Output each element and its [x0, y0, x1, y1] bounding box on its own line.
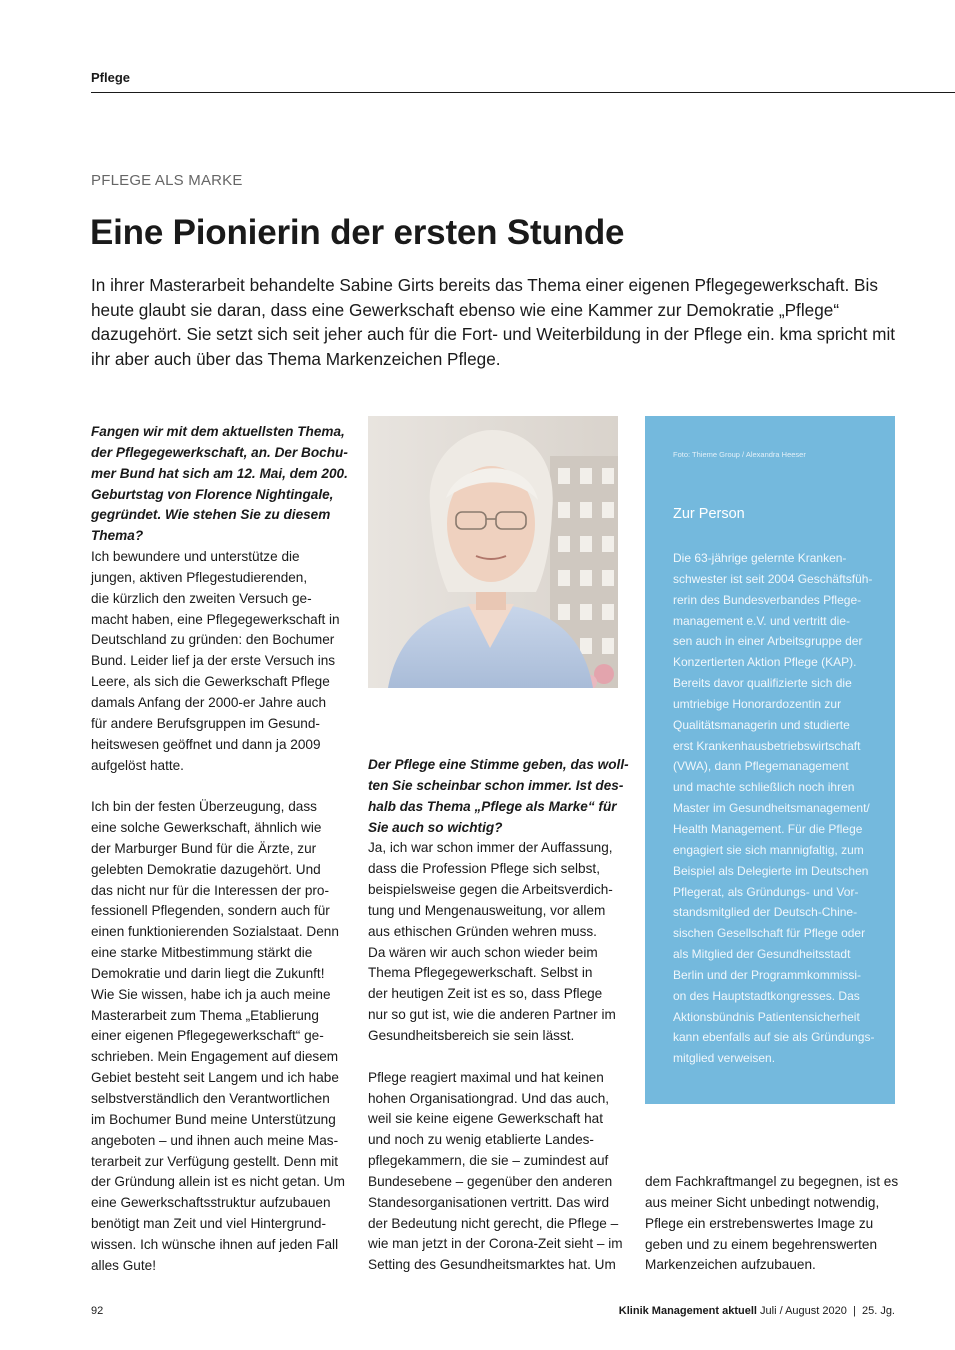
- answer-line: dass die Profession Pflege sich selbst,: [368, 861, 600, 877]
- infobox-line: schwester ist seit 2004 Geschäftsfüh-: [673, 571, 873, 586]
- infobox-line: umtriebige Honorardozentin zur: [673, 696, 842, 711]
- answer-line: benötigt man Zeit und viel Hintergrund-: [91, 1216, 326, 1232]
- infobox-heading: Zur Person: [673, 506, 745, 522]
- answer-line: dem Fachkraftmangel zu begegnen, ist es: [645, 1174, 899, 1189]
- article-kicker: PFLEGE ALS MARKE: [91, 172, 243, 189]
- infobox-line: on des Hauptstadtkongresses. Das: [673, 988, 860, 1003]
- answer-line: Ich bewundere und unterstütze die: [91, 549, 300, 565]
- infobox-line: kann ebenfalls auf sie als Gründungs-: [673, 1030, 875, 1045]
- paragraph-gap: [91, 776, 346, 797]
- answer-line: aus ethischen Gründen wehren muss.: [368, 923, 597, 939]
- question-line: Thema?: [91, 528, 144, 544]
- portrait-photo: [368, 416, 618, 688]
- answer-line: Leere, als sich die Gewerkschaft Pflege: [91, 674, 330, 690]
- answer-line: fessionell Pflegenden, sondern auch für: [91, 903, 330, 919]
- infobox-line: Beispiel als Delegierte im Deutschen: [673, 863, 869, 878]
- answer-line: Deutschland zu gründen: den Bochumer: [91, 632, 335, 648]
- answer-line: die kürzlich den zweiten Versuch ge-: [91, 590, 312, 606]
- footer-volume: 25. Jg.: [861, 1305, 895, 1317]
- answer-line: damals Anfang der 2000-er Jahre auch: [91, 694, 327, 710]
- infobox-line: Konzertierten Aktion Pflege (KAP).: [673, 655, 857, 670]
- infobox-line: Aktionsbündnis Patientensicherheit: [673, 1009, 860, 1024]
- infobox-line: Berlin und der Programmkommissi-: [673, 967, 862, 982]
- answer-line: wissen. Ich wünsche ihnen auf jeden Fall: [91, 1236, 339, 1252]
- answer-line: Demokratie und darin liegt die Zukunft!: [91, 965, 325, 981]
- answer-line: der Bedeutung nicht gerecht, die Pflege –: [368, 1215, 619, 1231]
- infobox-line: Die 63-jährige gelernte Kranken-: [673, 551, 847, 565]
- footer-masthead: [619, 1305, 895, 1317]
- infobox-line: sischen Gesellschaft für Pflege oder: [673, 926, 866, 941]
- infobox-line: Bereits davor qualifizierte sich die: [673, 676, 852, 691]
- answer-line: Pflege reagiert maximal und hat keinen: [368, 1069, 604, 1085]
- answer-line: und noch zu wenig etablierte Landes-: [368, 1132, 594, 1148]
- answer-line: geben und zu einem begehrenswerten: [645, 1236, 878, 1252]
- answer-line: Markenzeichen aufzubauen.: [645, 1257, 816, 1273]
- answer-line: weil sie keine eigene Gewerkschaft hat: [368, 1111, 603, 1127]
- answer-line: jungen, aktiven Pflegestudierenden,: [91, 569, 308, 585]
- question-line: mer Bund hat sich am 12. Mai, dem 200.: [91, 465, 348, 481]
- answer-line: eine starke Mitbestimmung stärkt die: [91, 945, 313, 961]
- answer-line: nur so gut ist, wie die anderen Partner im: [368, 1007, 616, 1023]
- answer-line: Ich bin der festen Überzeugung, dass: [91, 799, 317, 815]
- answer-line: tung und Mengenausweitung, vor allem: [368, 902, 606, 918]
- answer-line: Gebiet besteht seit Langem und ich habe: [91, 1070, 339, 1086]
- answer-line: schrieben. Mein Engagement auf diesem: [91, 1049, 339, 1065]
- infobox-line: Master im Gesundheitsmanagement/: [673, 801, 870, 816]
- answer-line: einer eigenen Pflegegewerkschaft“ ge-: [91, 1028, 324, 1044]
- portrait-photo-image: [368, 416, 618, 688]
- infobox-line: erst Krankenhausbetriebswirtschaft: [673, 738, 861, 753]
- person-infobox: [645, 416, 895, 1104]
- question-line: halb das Thema „Pflege als Marke“ für: [368, 798, 617, 814]
- answer-line: Masterarbeit zum Thema „Etablierung: [91, 1007, 319, 1023]
- answer-line: der heutigen Zeit ist es so, dass Pflege: [368, 986, 603, 1002]
- article-title: Eine Pionierin der ersten Stunde: [90, 213, 625, 252]
- infobox-line: Qualitätsmanagerin und studierte: [673, 717, 850, 732]
- answer-line: eine solche Gewerkschaft, ähnlich wie: [91, 820, 322, 836]
- article-lede: In ihrer Masterarbeit behandelte Sabine Girts bereits das Thema einer eigenen Pflegegewerkschaft. Bis heute glaubt sie daran, dass eine Gewerkschaft ebenso wie eine Kammer zur Demokratie „Pflege“ dazugehört. Sie setzt sich seit jeher auch für die Fort- und Weiterbildung in der Pflege ein. kma spricht mit ihr aber auch über das Thema Markenzeichen Pflege.: [91, 275, 896, 369]
- infobox-body: [673, 548, 888, 1069]
- infobox-line: Pflegerat, als Gründungs- und Vor-: [673, 884, 859, 899]
- question-line: Geburtstag von Florence Nightingale,: [91, 486, 334, 502]
- infobox-line: standsmitglied der Deutsch-Chine-: [673, 905, 858, 920]
- footer-separator: |: [852, 1305, 856, 1317]
- answer-line: das nicht nur für die Interessen der pro-: [91, 882, 330, 898]
- infobox-line: rerin des Bundesverbandes Pflege-: [673, 592, 862, 607]
- answer-line: beispielsweise gegen die Arbeitsverdich-: [368, 882, 613, 898]
- photo-credit: Foto: Thieme Group / Alexandra Heeser: [673, 450, 806, 459]
- section-label: Pflege: [91, 70, 131, 85]
- infobox-line: als Mitglied der Gesundheitsstadt: [673, 947, 851, 962]
- page-number: 92: [91, 1305, 104, 1317]
- answer-line: Standesorganisationen vertritt. Das wird: [368, 1194, 610, 1210]
- infobox-line: sen auch in einer Arbeitsgruppe der: [673, 634, 863, 649]
- column-3: [645, 1172, 900, 1276]
- answer-line: Gesundheitsbereich sie sein lässt.: [368, 1027, 575, 1043]
- question-line: Fangen wir mit dem aktuellsten Thema,: [91, 424, 345, 439]
- answer-line: für andere Berufsgruppen im Gesund-: [91, 715, 320, 731]
- question-line: gegründet. Wie stehen Sie zu diesem: [91, 507, 331, 523]
- answer-line: Thema Pflegegewerkschaft. Selbst in: [368, 965, 593, 981]
- answer-line: terarbeit zur Verfügung gestellt. Denn mit: [91, 1153, 339, 1169]
- answer-line: der Gründung allein ist es nicht getan. Um: [91, 1174, 345, 1190]
- answer-line: macht haben, eine Pflegegewerkschaft in: [91, 611, 340, 627]
- question-line: Der Pflege eine Stimme geben, das woll-: [368, 757, 629, 772]
- question-line: ten Sie scheinbar schon immer. Ist des-: [368, 777, 624, 793]
- infobox-line: und machte schließlich noch ihren: [673, 780, 855, 795]
- answer-line: aus meiner Sicht unbedingt notwendig,: [645, 1194, 880, 1210]
- answer-line: der Marburger Bund für die Ärzte, zur: [91, 840, 317, 856]
- infobox-line: engagiert sie sich mannigfaltig, zum: [673, 842, 864, 857]
- answer-line: im Bochumer Bund meine Unterstützung: [91, 1111, 336, 1127]
- answer-line: wie man jetzt in der Corona-Zeit sieht – im: [368, 1236, 623, 1252]
- column-1: [91, 422, 346, 1277]
- infobox-line: Health Management. Für die Pflege: [673, 821, 863, 836]
- infobox-line: mitglied verweisen.: [673, 1051, 776, 1066]
- infobox-line: management e.V. und vertritt die-: [673, 613, 850, 628]
- answer-line: selbstverständlich den Verantwortlichen: [91, 1091, 330, 1106]
- header-rule: [91, 92, 955, 93]
- answer-line: einen funktionierenden Sozialstaat. Denn: [91, 924, 339, 940]
- answer-line: aufgelöst hatte.: [91, 757, 184, 773]
- infobox-line: (VWA), dann Pflegemanagement: [673, 759, 849, 774]
- answer-line: Bund. Leider lief ja der erste Versuch ins: [91, 653, 336, 669]
- answer-line: gelebten Demokratie dazugehört. Und: [91, 861, 321, 877]
- answer-line: eine Gewerkschaftsstruktur aufzubauen: [91, 1195, 331, 1211]
- paragraph-gap: [368, 1047, 623, 1068]
- answer-line: pflegekammern, die sie – zumindest auf: [368, 1153, 609, 1169]
- answer-line: Pflege ein erstrebenswertes Image zu: [645, 1215, 874, 1231]
- column-2: [368, 755, 629, 1276]
- answer-line: hohen Organisationgrad. Und das auch,: [368, 1090, 610, 1106]
- answer-line: heitswesen geöffnet und dann ja 2009: [91, 736, 321, 752]
- answer-line: angeboten – und ihnen auch meine Mas-: [91, 1132, 339, 1148]
- question-line: der Pflegegewerkschaft, an. Der Bochu-: [91, 444, 348, 460]
- answer-line: Bundesebene – gegenüber den anderen: [368, 1173, 613, 1189]
- answer-line: Da wären wir auch schon wieder beim: [368, 944, 598, 960]
- answer-line: alles Gute!: [91, 1257, 156, 1273]
- footer-issue: Juli / August 2020: [760, 1305, 847, 1317]
- answer-line: Wie Sie wissen, habe ich ja auch meine: [91, 986, 331, 1002]
- answer-line: Setting des Gesundheitsmarktes hat. Um: [368, 1257, 616, 1273]
- answer-line: Ja, ich war schon immer der Auffassung,: [368, 840, 613, 856]
- question-line: Sie auch so wichtig?: [368, 819, 503, 835]
- footer-magazine: Klinik Management aktuell: [618, 1305, 757, 1317]
